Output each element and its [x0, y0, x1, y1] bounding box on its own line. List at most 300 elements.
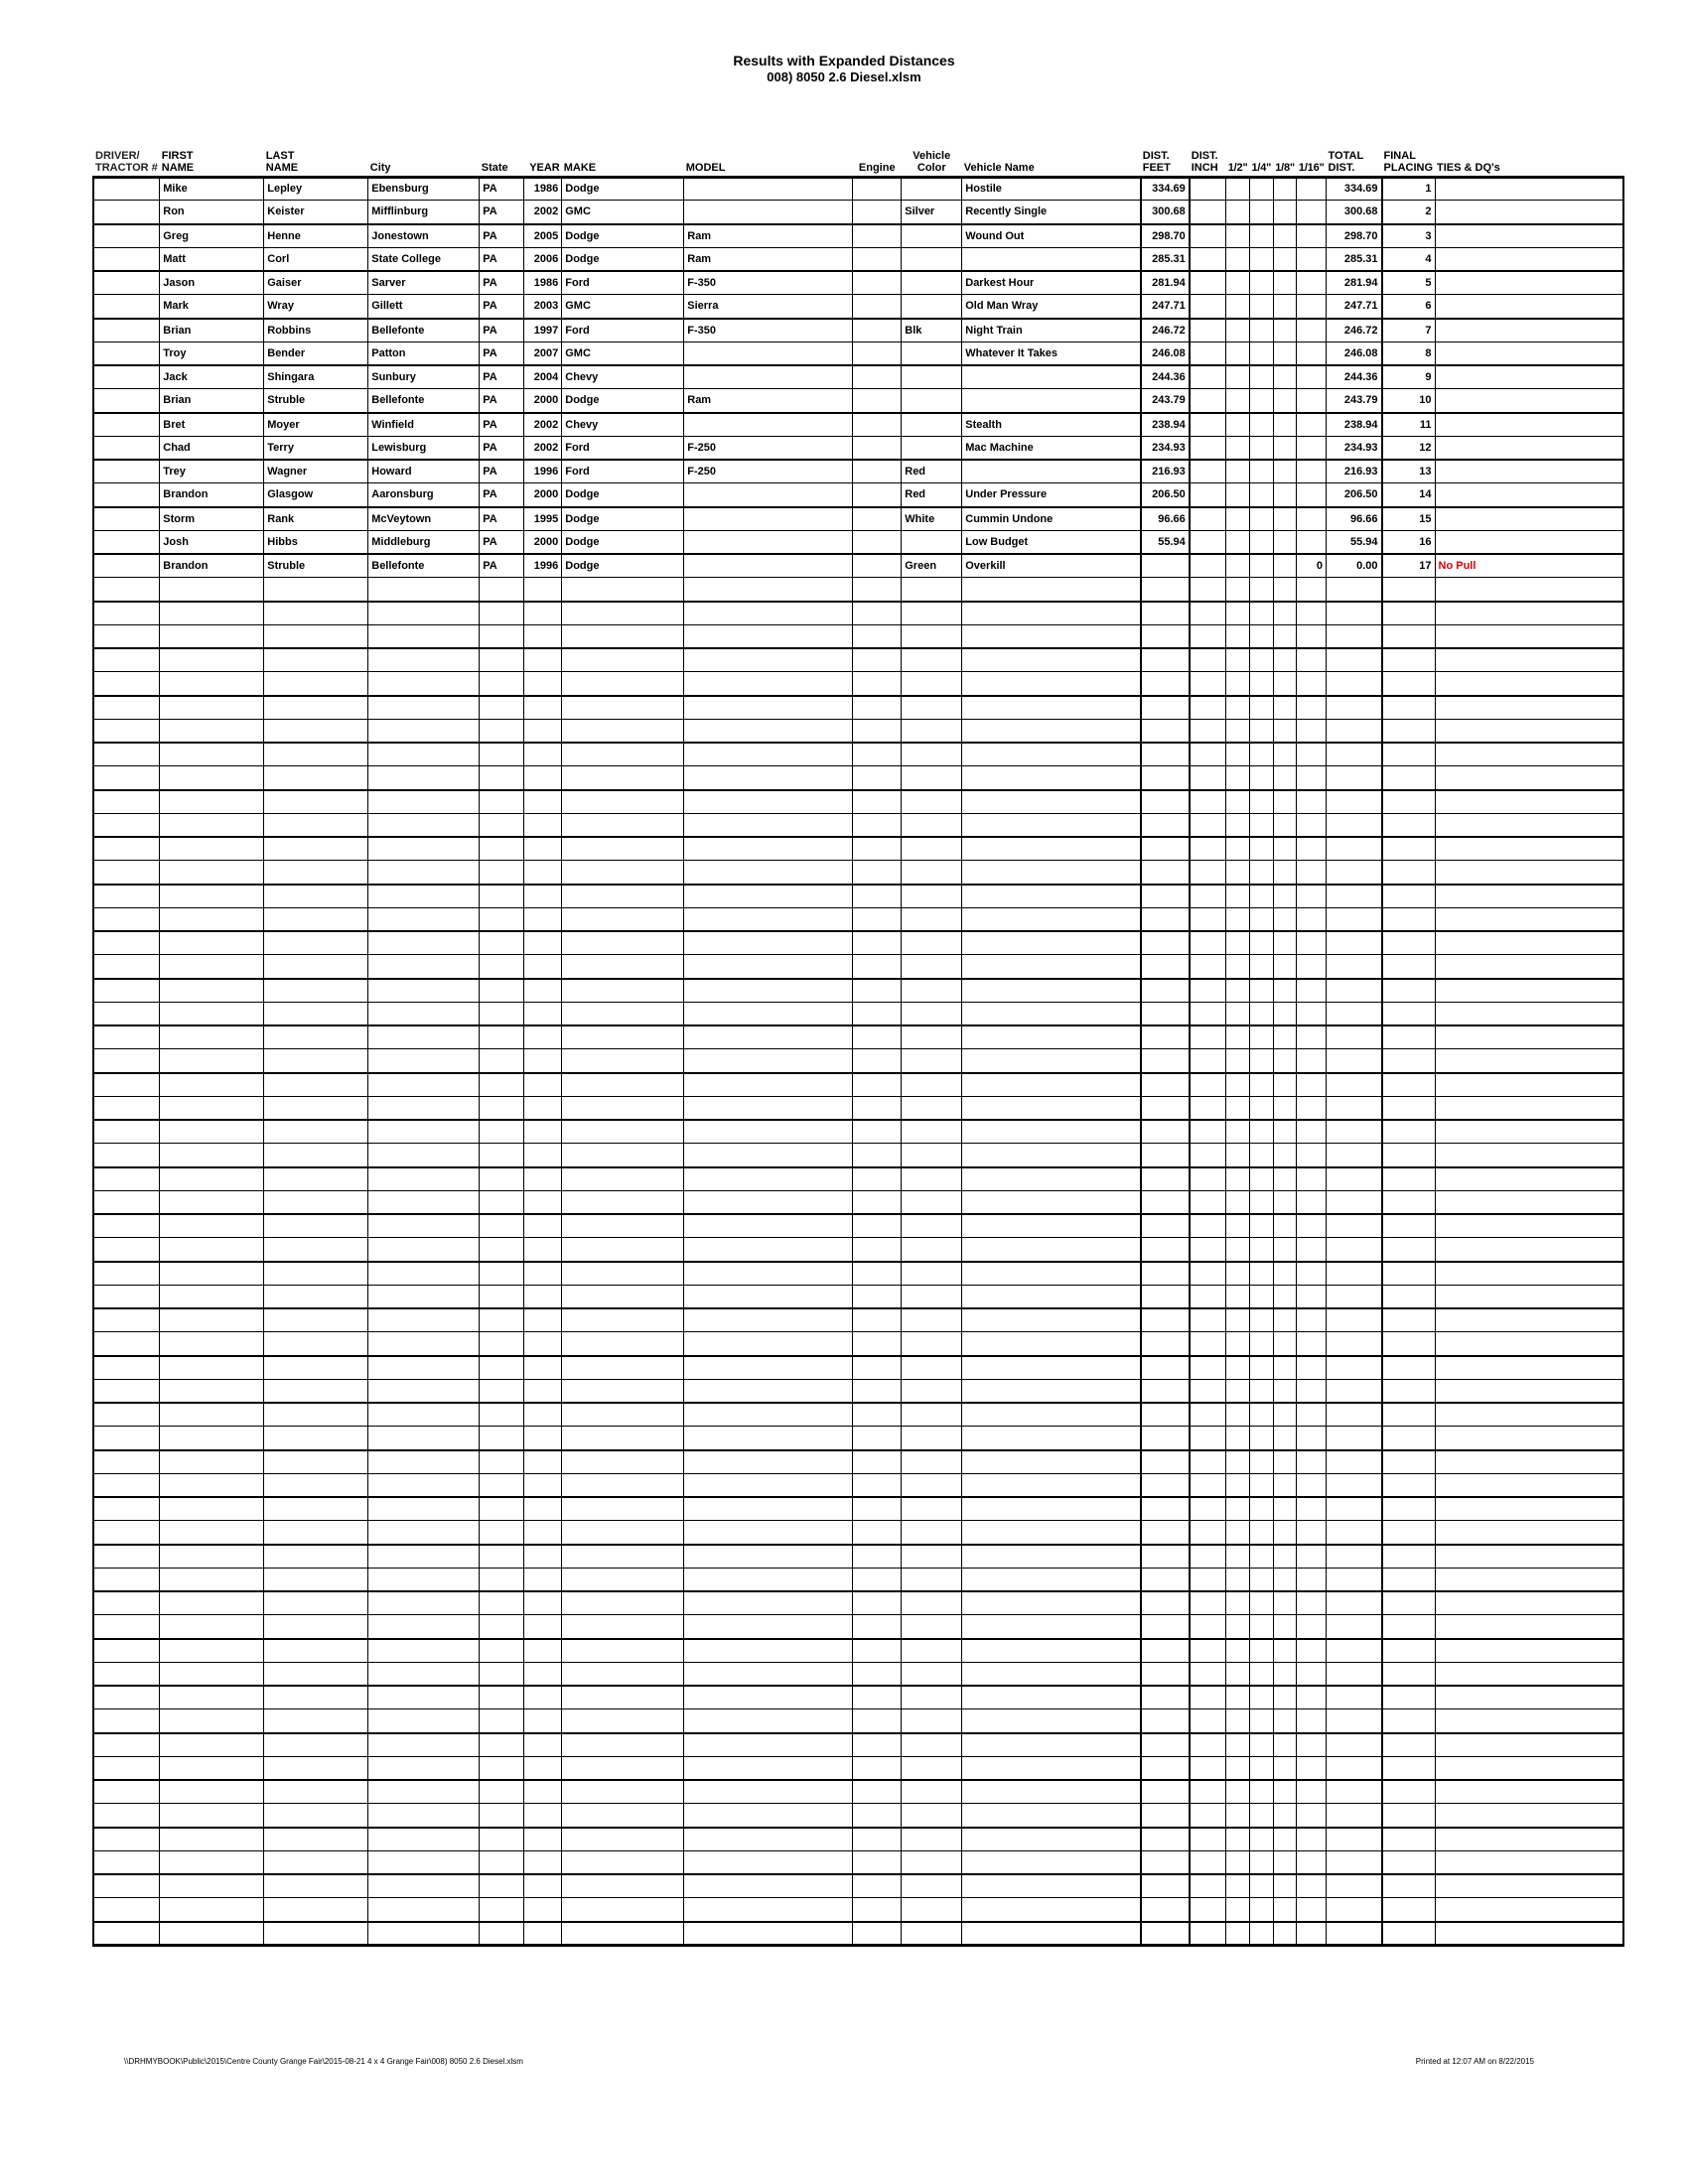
cell-empty — [1190, 1756, 1226, 1780]
cell-empty — [160, 1497, 264, 1521]
cell-empty — [902, 1167, 962, 1191]
table-row — [93, 460, 1623, 483]
cell-empty — [1327, 1214, 1382, 1238]
cell-empty — [368, 1874, 480, 1898]
cell-empty — [264, 1568, 368, 1591]
cell-empty — [1190, 177, 1226, 201]
cell-empty — [1435, 1521, 1623, 1545]
cell-empty — [1435, 1733, 1623, 1757]
cell-empty — [853, 1025, 902, 1049]
cell-empty — [853, 790, 902, 814]
cell-empty — [1273, 1568, 1297, 1591]
cell-empty — [853, 1120, 902, 1144]
cell-empty — [160, 1096, 264, 1120]
cell-empty — [1249, 1144, 1273, 1167]
cell-empty — [368, 1214, 480, 1238]
cell-empty — [264, 1898, 368, 1922]
cell-empty — [1190, 1214, 1226, 1238]
cell-empty — [1249, 813, 1273, 837]
cell-state: PA — [480, 436, 524, 460]
cell-empty — [1190, 1190, 1226, 1214]
cell-empty — [1297, 530, 1327, 554]
cell-empty — [480, 1427, 524, 1450]
cell-empty — [853, 1497, 902, 1521]
cell-empty — [853, 1780, 902, 1804]
cell-empty — [1190, 1073, 1226, 1097]
cell-empty — [1190, 1922, 1226, 1946]
cell-empty — [1273, 1167, 1297, 1191]
cell-empty — [562, 1709, 684, 1733]
cell-empty — [264, 1545, 368, 1569]
cell-first: Troy — [160, 341, 264, 365]
cell-empty — [562, 1473, 684, 1497]
cell-empty — [1273, 1262, 1297, 1286]
cell-empty — [1435, 766, 1623, 790]
cell-empty — [368, 1615, 480, 1639]
cell-empty — [684, 719, 853, 743]
cell-empty — [1435, 1828, 1623, 1851]
cell-empty — [1141, 1356, 1190, 1380]
cell-empty — [1297, 1427, 1327, 1450]
cell-empty — [962, 1262, 1141, 1286]
cell-empty — [562, 837, 684, 861]
cell-empty — [853, 1332, 902, 1356]
cell-make: Dodge — [562, 530, 684, 554]
cell-empty — [1297, 1804, 1327, 1828]
cell-state: PA — [480, 530, 524, 554]
cell-empty — [1273, 979, 1297, 1003]
cell-empty — [962, 1214, 1141, 1238]
cell-empty — [562, 1379, 684, 1403]
cell-first: Bret — [160, 413, 264, 437]
cell-empty — [1435, 1662, 1623, 1686]
cell-empty — [1249, 389, 1273, 413]
cell-empty — [684, 201, 853, 224]
cell-empty — [1435, 696, 1623, 720]
cell-empty — [160, 696, 264, 720]
cell-empty — [264, 1238, 368, 1262]
cell-empty — [684, 648, 853, 672]
empty-row — [93, 1709, 1623, 1733]
cell-empty — [1297, 1144, 1327, 1167]
cell-empty — [1382, 1804, 1436, 1828]
cell-empty — [160, 1332, 264, 1356]
cell-empty — [1297, 1568, 1327, 1591]
cell-empty — [480, 696, 524, 720]
cell-placing: 13 — [1382, 460, 1436, 483]
cell-empty — [1141, 1898, 1190, 1922]
cell-empty — [264, 578, 368, 602]
cell-empty — [1382, 1262, 1436, 1286]
cell-empty — [962, 1096, 1141, 1120]
cell-empty — [853, 1756, 902, 1780]
cell-empty — [1141, 1120, 1190, 1144]
cell-empty — [480, 1120, 524, 1144]
cell-make: Dodge — [562, 247, 684, 271]
cell-empty — [962, 1922, 1141, 1946]
cell-empty — [1249, 885, 1273, 908]
cell-total: 96.66 — [1327, 507, 1382, 531]
cell-empty — [524, 1403, 562, 1427]
cell-empty — [160, 1190, 264, 1214]
cell-empty — [962, 1379, 1141, 1403]
cell-empty — [962, 1545, 1141, 1569]
cell-city: Lewisburg — [368, 436, 480, 460]
cell-empty — [524, 1214, 562, 1238]
cell-empty — [1273, 1804, 1297, 1828]
cell-empty — [962, 389, 1141, 413]
cell-empty — [853, 295, 902, 319]
cell-empty — [1249, 1262, 1273, 1286]
cell-empty — [1273, 1521, 1297, 1545]
cell-empty — [1190, 1662, 1226, 1686]
cell-empty — [1190, 1002, 1226, 1025]
cell-empty — [684, 341, 853, 365]
cell-last: Hibbs — [264, 530, 368, 554]
cell-empty — [1226, 1545, 1250, 1569]
cell-empty — [1141, 696, 1190, 720]
empty-row — [93, 1002, 1623, 1025]
cell-empty — [264, 1521, 368, 1545]
cell-empty — [1226, 507, 1250, 531]
cell-empty — [1190, 530, 1226, 554]
cell-empty — [1273, 295, 1297, 319]
cell-empty — [962, 1639, 1141, 1663]
cell-empty — [962, 1828, 1141, 1851]
cell-empty — [1190, 319, 1226, 342]
cell-empty — [1327, 1756, 1382, 1780]
cell-last: Wagner — [264, 460, 368, 483]
cell-empty — [1273, 602, 1297, 625]
cell-empty — [1226, 1190, 1250, 1214]
cell-empty — [684, 1804, 853, 1828]
cell-empty — [1382, 1403, 1436, 1427]
cell-empty — [1141, 1756, 1190, 1780]
cell-name: Whatever It Takes — [962, 341, 1141, 365]
cell-empty — [264, 1427, 368, 1450]
cell-empty — [853, 1850, 902, 1874]
cell-empty — [1249, 460, 1273, 483]
cell-empty — [264, 1002, 368, 1025]
cell-empty — [1435, 648, 1623, 672]
cell-empty — [1435, 1262, 1623, 1286]
cell-empty — [524, 837, 562, 861]
cell-empty — [902, 1568, 962, 1591]
cell-empty — [1273, 837, 1297, 861]
cell-empty — [524, 1049, 562, 1073]
cell-empty — [264, 1874, 368, 1898]
cell-empty — [160, 1356, 264, 1380]
cell-year: 2002 — [524, 436, 562, 460]
cell-empty — [1297, 837, 1327, 861]
cell-empty — [368, 1308, 480, 1332]
cell-empty — [1273, 790, 1297, 814]
cell-empty — [524, 1497, 562, 1521]
cell-empty — [368, 1780, 480, 1804]
cell-empty — [93, 247, 160, 271]
cell-empty — [1226, 365, 1250, 389]
cell-empty — [480, 1002, 524, 1025]
cell-placing: 8 — [1382, 341, 1436, 365]
cell-placing: 6 — [1382, 295, 1436, 319]
cell-empty — [1273, 1874, 1297, 1898]
cell-empty — [1327, 1898, 1382, 1922]
cell-empty — [1327, 743, 1382, 766]
cell-empty — [853, 1733, 902, 1757]
col-header-name: Vehicle Name — [962, 137, 1141, 177]
cell-empty — [93, 1120, 160, 1144]
cell-last: Corl — [264, 247, 368, 271]
cell-empty — [1297, 1639, 1327, 1663]
cell-empty — [902, 885, 962, 908]
cell-empty — [1190, 1473, 1226, 1497]
cell-empty — [524, 1120, 562, 1144]
cell-last: Struble — [264, 389, 368, 413]
cell-empty — [524, 1639, 562, 1663]
cell-empty — [1190, 1898, 1226, 1922]
cell-empty — [562, 1096, 684, 1120]
cell-city: Sunbury — [368, 365, 480, 389]
cell-empty — [93, 813, 160, 837]
cell-empty — [1435, 1874, 1623, 1898]
table-row — [93, 530, 1623, 554]
cell-empty — [1226, 624, 1250, 648]
cell-empty — [264, 1686, 368, 1709]
cell-empty — [93, 672, 160, 696]
cell-empty — [1249, 1756, 1273, 1780]
cell-placing: 2 — [1382, 201, 1436, 224]
cell-empty — [684, 1238, 853, 1262]
cell-empty — [1226, 1049, 1250, 1073]
cell-empty — [1190, 1828, 1226, 1851]
cell-empty — [1141, 1190, 1190, 1214]
cell-empty — [902, 1285, 962, 1308]
cell-empty — [1273, 413, 1297, 437]
cell-empty — [1249, 1804, 1273, 1828]
cell-first: Josh — [160, 530, 264, 554]
cell-state: PA — [480, 483, 524, 507]
cell-empty — [1273, 907, 1297, 931]
cell-empty — [93, 1214, 160, 1238]
cell-empty — [264, 766, 368, 790]
cell-placing: 3 — [1382, 224, 1436, 248]
cell-year: 2000 — [524, 389, 562, 413]
footer-printed-timestamp: Printed at 12:07 AM on 8/22/2015 — [1415, 2057, 1534, 2066]
cell-empty — [1273, 648, 1297, 672]
cell-empty — [160, 1073, 264, 1097]
cell-empty — [1190, 1096, 1226, 1120]
cell-empty — [962, 1521, 1141, 1545]
cell-empty — [1273, 224, 1297, 248]
cell-empty — [684, 1898, 853, 1922]
cell-city: Sarver — [368, 271, 480, 295]
cell-empty — [1435, 1545, 1623, 1569]
cell-dist_feet: 246.72 — [1141, 319, 1190, 342]
cell-empty — [1297, 319, 1327, 342]
cell-empty — [1435, 1615, 1623, 1639]
cell-empty — [1327, 1167, 1382, 1191]
cell-empty — [93, 1545, 160, 1569]
cell-empty — [1382, 813, 1436, 837]
cell-color: Red — [902, 483, 962, 507]
cell-empty — [684, 1144, 853, 1167]
cell-empty — [1382, 1356, 1436, 1380]
cell-state: PA — [480, 554, 524, 578]
cell-empty — [1327, 1521, 1382, 1545]
cell-empty — [1297, 1662, 1327, 1686]
cell-empty — [1249, 1780, 1273, 1804]
cell-empty — [1297, 1096, 1327, 1120]
cell-total: 285.31 — [1327, 247, 1382, 271]
cell-empty — [1141, 648, 1190, 672]
cell-name: Cummin Undone — [962, 507, 1141, 531]
empty-row — [93, 672, 1623, 696]
cell-empty — [902, 719, 962, 743]
cell-empty — [1273, 1379, 1297, 1403]
cell-empty — [853, 436, 902, 460]
cell-empty — [368, 648, 480, 672]
cell-empty — [368, 1804, 480, 1828]
cell-empty — [1382, 1167, 1436, 1191]
cell-empty — [1297, 1922, 1327, 1946]
cell-empty — [524, 1144, 562, 1167]
cell-empty — [1190, 1167, 1226, 1191]
cell-empty — [1226, 1167, 1250, 1191]
cell-empty — [93, 1262, 160, 1286]
empty-row — [93, 813, 1623, 837]
cell-empty — [902, 1804, 962, 1828]
cell-empty — [1249, 602, 1273, 625]
cell-empty — [902, 413, 962, 437]
cell-empty — [93, 1828, 160, 1851]
cell-empty — [264, 743, 368, 766]
cell-empty — [264, 602, 368, 625]
cell-empty — [1327, 1639, 1382, 1663]
cell-empty — [1297, 1025, 1327, 1049]
cell-empty — [1226, 1025, 1250, 1049]
cell-empty — [962, 1497, 1141, 1521]
cell-empty — [368, 979, 480, 1003]
cell-empty — [684, 1190, 853, 1214]
cell-year: 2007 — [524, 341, 562, 365]
cell-empty — [480, 931, 524, 955]
cell-empty — [1435, 413, 1623, 437]
cell-state: PA — [480, 247, 524, 271]
cell-empty — [524, 1025, 562, 1049]
cell-empty — [1141, 719, 1190, 743]
cell-empty — [368, 1096, 480, 1120]
cell-empty — [1226, 1427, 1250, 1450]
cell-empty — [368, 1002, 480, 1025]
cell-empty — [853, 1262, 902, 1286]
cell-empty — [853, 1615, 902, 1639]
cell-empty — [1249, 530, 1273, 554]
cell-empty — [368, 624, 480, 648]
cell-empty — [93, 530, 160, 554]
cell-empty — [93, 1922, 160, 1946]
empty-row — [93, 1332, 1623, 1356]
cell-empty — [1382, 1521, 1436, 1545]
cell-empty — [962, 1190, 1141, 1214]
table-row — [93, 271, 1623, 295]
col-header-last: LAST NAME — [264, 137, 368, 177]
cell-empty — [524, 907, 562, 931]
cell-empty — [684, 365, 853, 389]
cell-empty — [1249, 271, 1273, 295]
cell-first: Mark — [160, 295, 264, 319]
cell-empty — [684, 578, 853, 602]
cell-empty — [853, 201, 902, 224]
cell-empty — [93, 1686, 160, 1709]
cell-empty — [684, 1379, 853, 1403]
cell-empty — [684, 624, 853, 648]
cell-dist_feet: 55.94 — [1141, 530, 1190, 554]
cell-empty — [1190, 931, 1226, 955]
cell-empty — [684, 1096, 853, 1120]
cell-year: 1996 — [524, 554, 562, 578]
empty-row — [93, 1639, 1623, 1663]
cell-empty — [1297, 1332, 1327, 1356]
cell-empty — [1382, 1709, 1436, 1733]
cell-model: F-250 — [684, 436, 853, 460]
cell-empty — [902, 1850, 962, 1874]
cell-empty — [962, 1002, 1141, 1025]
cell-empty — [902, 1356, 962, 1380]
cell-empty — [1297, 979, 1327, 1003]
cell-empty — [562, 1568, 684, 1591]
cell-state: PA — [480, 365, 524, 389]
cell-empty — [1327, 624, 1382, 648]
cell-empty — [1327, 979, 1382, 1003]
cell-empty — [368, 1473, 480, 1497]
cell-empty — [1297, 1756, 1327, 1780]
cell-empty — [684, 1568, 853, 1591]
cell-empty — [1226, 696, 1250, 720]
cell-empty — [902, 790, 962, 814]
cell-empty — [480, 672, 524, 696]
cell-empty — [684, 1922, 853, 1946]
cell-empty — [1226, 389, 1250, 413]
cell-empty — [1249, 696, 1273, 720]
cell-sixteenth: 0 — [1297, 554, 1327, 578]
cell-empty — [1273, 861, 1297, 885]
cell-empty — [962, 1733, 1141, 1757]
cell-empty — [480, 1403, 524, 1427]
empty-row — [93, 790, 1623, 814]
cell-last: Moyer — [264, 413, 368, 437]
cell-empty — [1327, 672, 1382, 696]
cell-empty — [264, 1804, 368, 1828]
cell-empty — [1249, 365, 1273, 389]
cell-empty — [962, 837, 1141, 861]
cell-make: Ford — [562, 271, 684, 295]
cell-empty — [902, 1709, 962, 1733]
cell-city: Patton — [368, 341, 480, 365]
cell-empty — [684, 1214, 853, 1238]
cell-empty — [1226, 1379, 1250, 1403]
cell-city: Winfield — [368, 413, 480, 437]
cell-empty — [93, 319, 160, 342]
cell-empty — [902, 813, 962, 837]
empty-row — [93, 1568, 1623, 1591]
col-header-placing: FINAL PLACING — [1382, 137, 1436, 177]
cell-empty — [902, 389, 962, 413]
cell-empty — [264, 1190, 368, 1214]
cell-empty — [1226, 436, 1250, 460]
cell-empty — [1249, 624, 1273, 648]
cell-empty — [1226, 295, 1250, 319]
cell-empty — [160, 885, 264, 908]
